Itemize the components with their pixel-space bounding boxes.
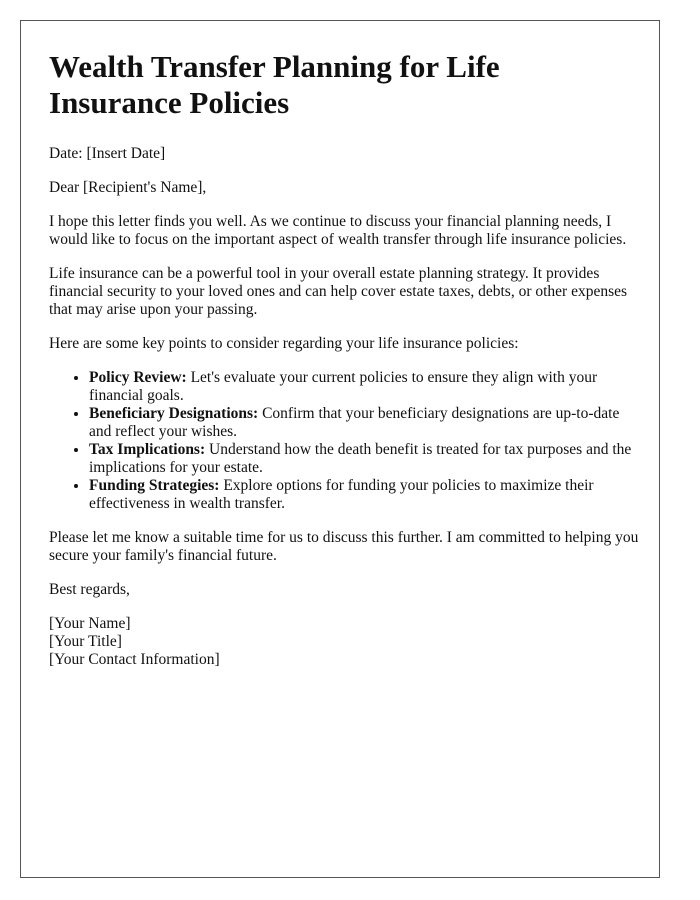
signature-contact: [Your Contact Information] xyxy=(49,651,220,668)
point-text: Understand how the death benefit is treated for tax purposes and the implications for your estate. xyxy=(89,441,632,476)
closing-paragraph: Please let me know a suitable time for us to discuss this further. I am committed to helping you secure your family's financial future. xyxy=(49,529,639,564)
letter-page xyxy=(20,20,660,878)
salutation: Dear [Recipient's Name], xyxy=(49,179,207,196)
list-item xyxy=(89,477,639,513)
point-term: Beneficiary Designations: xyxy=(89,405,259,422)
list-item xyxy=(89,441,639,477)
key-points-intro: Here are some key points to consider regarding your life insurance policies: xyxy=(49,335,519,352)
point-term: Policy Review: xyxy=(89,369,187,386)
letter-content xyxy=(49,49,639,669)
point-term: Funding Strategies: xyxy=(89,477,220,494)
point-text: Confirm that your beneficiary designations are up-to-date and reflect your wishes. xyxy=(89,405,620,440)
point-text: Let's evaluate your current policies to ensure they align with your financial goals. xyxy=(89,369,598,404)
point-term: Tax Implications: xyxy=(89,441,206,458)
date-line: Date: [Insert Date] xyxy=(49,145,166,162)
point-text: Explore options for funding your policies to maximize their effectiveness in wealth transfer. xyxy=(89,477,594,512)
life-insurance-paragraph: Life insurance can be a powerful tool in your overall estate planning strategy. It provides financial security to your loved ones and can help cover estate taxes, debts, or other expenses that may arise upon your passing. xyxy=(49,265,628,318)
closing: Best regards, xyxy=(49,581,130,598)
key-points-list xyxy=(49,369,639,513)
signature-block xyxy=(49,615,639,669)
list-item xyxy=(89,369,639,405)
signature-title: [Your Title] xyxy=(49,633,122,650)
intro-paragraph: I hope this letter finds you well. As we continue to discuss your financial planning needs, I would like to focus on the important aspect of wealth transfer through life insurance policies. xyxy=(49,213,627,248)
list-item xyxy=(89,405,639,441)
letter-title: Wealth Transfer Planning for Life Insurance Policies xyxy=(49,49,500,120)
signature-name: [Your Name] xyxy=(49,615,131,632)
